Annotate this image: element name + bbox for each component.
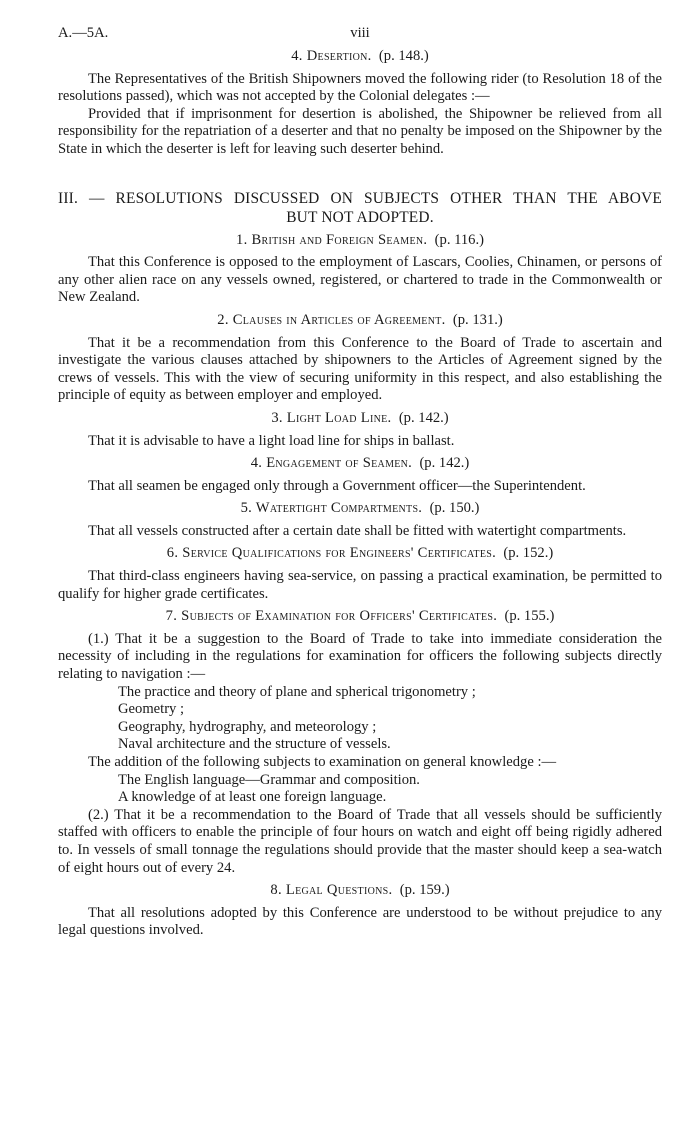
navigation-subjects-list bbox=[58, 684, 662, 754]
item-5-title: 5. Watertight Compartments. bbox=[240, 500, 423, 517]
list-item: The practice and theory of plane and spherical trigonometry ; bbox=[118, 683, 476, 700]
list-item: The English language—Grammar and composition. bbox=[118, 771, 420, 788]
item-6-page-ref: (p. 152.) bbox=[503, 545, 554, 562]
item-4-text: That all seamen be engaged only through a Government officer—the Superintendent. bbox=[88, 477, 586, 494]
list-item: A knowledge of at least one foreign language. bbox=[118, 789, 387, 806]
item-1-text: That this Conference is opposed to the employment of Lascars, Coolies, Chinamen, or persons of any other alien race on any vessels owned, registered, or chartered to trade in the Commonwealth or New Zealand. bbox=[58, 254, 662, 306]
item-8-page-ref: (p. 159.) bbox=[399, 882, 450, 899]
item-7-title: 7. Subjects of Examination for Officers' Certificates. bbox=[165, 608, 498, 625]
page-number: viii bbox=[350, 25, 370, 41]
item-7-paragraph-2: The addition of the following subjects to examination on general knowledge :— bbox=[88, 754, 557, 770]
desertion-paragraph-2: Provided that if imprisonment for desertion is abolished, the Shipowner be relieved from all responsibility for the repatriation of a deserter and that no penalty be imposed on the Shipowner by the State in which the deserter is left for leaving such deserter behind. bbox=[58, 105, 662, 157]
item-3-heading bbox=[58, 410, 662, 428]
page-header bbox=[58, 25, 662, 43]
item-6-text: That third-class engineers having sea-service, on passing a practical examination, be permitted to qualify for higher grade certificates. bbox=[58, 568, 662, 602]
list-item: Geography, hydrography, and meteorology ; bbox=[118, 718, 377, 735]
desertion-paragraph-1: The Representatives of the British Shipowners moved the following rider (to Resolution 18 of the resolutions passed), which was not accepted by the Colonial delegates :— bbox=[58, 70, 662, 105]
item-5-heading bbox=[58, 500, 662, 518]
item-7-page-ref: (p. 155.) bbox=[504, 608, 555, 625]
section-3-title-line-2: BUT NOT ADOPTED. bbox=[286, 208, 434, 226]
page-content bbox=[58, 43, 662, 940]
item-5-page-ref: (p. 150.) bbox=[429, 500, 480, 517]
item-2-title: 2. Clauses in Articles of Agreement. bbox=[217, 311, 446, 328]
item-5-text: That all vessels constructed after a certain date shall be fitted with watertight compartments. bbox=[88, 522, 627, 539]
item-8-text: That all resolutions adopted by this Conference are understood to be without prejudice to any legal questions involved. bbox=[58, 904, 662, 939]
desertion-heading bbox=[58, 48, 662, 66]
item-7-heading bbox=[58, 608, 662, 626]
desertion-page-ref: (p. 148.) bbox=[378, 48, 429, 64]
desertion-title: 4. Desertion. bbox=[291, 48, 372, 64]
general-knowledge-list bbox=[58, 772, 662, 807]
item-3-page-ref: (p. 142.) bbox=[398, 409, 449, 426]
item-4-heading bbox=[58, 455, 662, 473]
item-2-page-ref: (p. 131.) bbox=[452, 311, 503, 328]
list-item: Geometry ; bbox=[118, 701, 185, 718]
item-2-heading bbox=[58, 312, 662, 330]
item-4-title: 4. Engagement of Seamen. bbox=[250, 455, 413, 472]
document-reference: A.—5A. bbox=[58, 25, 109, 41]
item-7-paragraph-3: (2.) That it be a recommendation to the Board of Trade that all vessels should be sufficiently staffed with officers to enable the principle of four hours on watch and eight off being rigidly adhered to. In vessels of small tonnage the regulations should provide that the master should keep a sea-watch of eight hours out of every 24. bbox=[58, 806, 662, 876]
item-6-heading bbox=[58, 545, 662, 563]
item-3-text: That it is advisable to have a light load line for ships in ballast. bbox=[88, 432, 455, 449]
section-3-title-line-1: III. — RESOLUTIONS DISCUSSED ON SUBJECTS OTHER THAN THE ABOVE bbox=[58, 189, 662, 207]
list-item: Naval architecture and the structure of vessels. bbox=[118, 736, 391, 753]
item-1-heading bbox=[58, 232, 662, 250]
section-3-title bbox=[58, 189, 662, 227]
item-1-page-ref: (p. 116.) bbox=[434, 231, 484, 248]
item-3-title: 3. Light Load Line. bbox=[271, 409, 392, 426]
item-2-text: That it be a recommendation from this Conference to the Board of Trade to ascertain and investigate the various clauses attached by shipowners to the Articles of Agreement signed by the crews of vessels. This with the view of securing uniformity in this respect, and also establishing the principle of equity as between employer and employed. bbox=[58, 334, 662, 404]
item-6-title: 6. Service Qualifications for Engineers' Certificates. bbox=[166, 545, 497, 562]
item-8-title: 8. Legal Questions. bbox=[270, 882, 393, 899]
item-7-paragraph-1: (1.) That it be a suggestion to the Board of Trade to take into immediate consideration the necessity of including in the regulations for examination for officers the following subjects directly relating to navigation :— bbox=[58, 630, 662, 683]
item-8-heading bbox=[58, 882, 662, 900]
item-4-page-ref: (p. 142.) bbox=[419, 455, 470, 472]
item-1-title: 1. British and Foreign Seamen. bbox=[236, 231, 428, 248]
